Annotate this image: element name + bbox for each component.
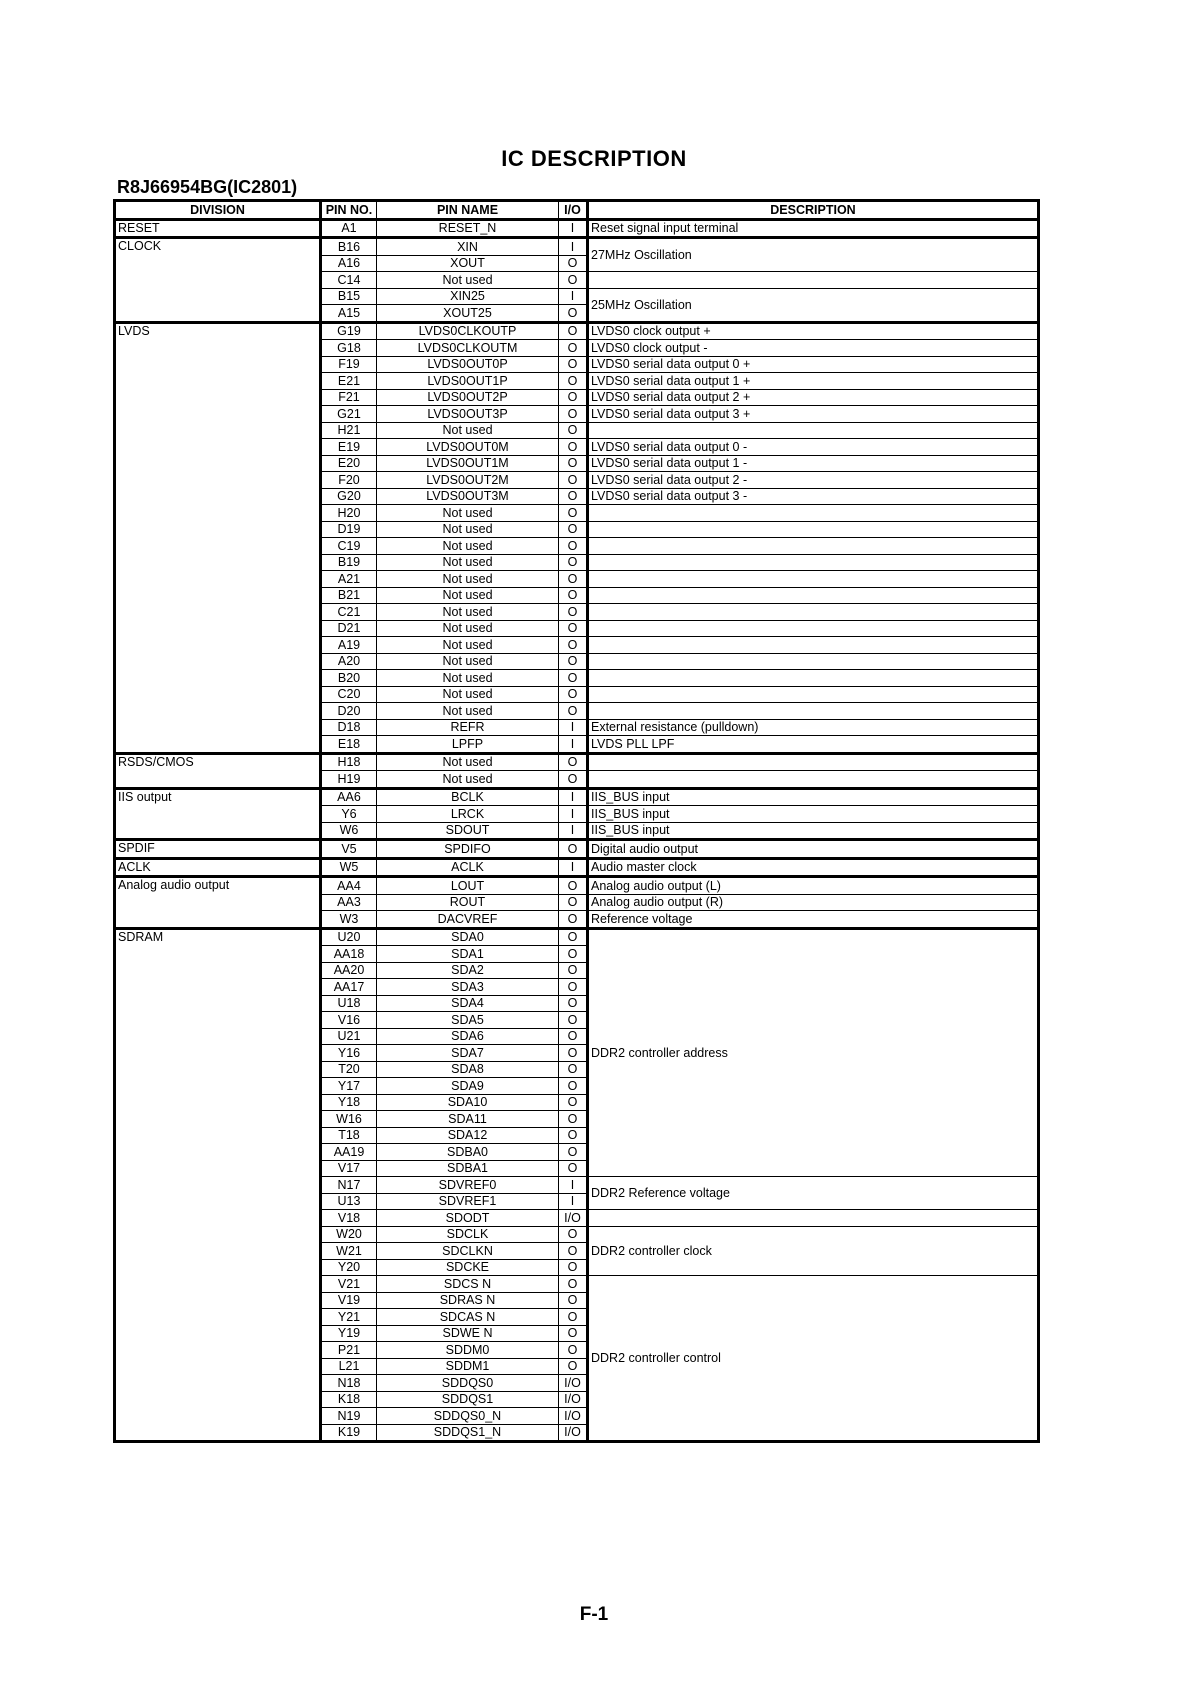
- description-cell: Digital audio output: [588, 840, 1039, 859]
- pin-name-cell: LVDS0OUT1P: [377, 373, 559, 390]
- description-cell: Audio master clock: [588, 858, 1039, 877]
- chip-name: R8J66954BG(IC2801): [117, 177, 298, 197]
- pin-number-cell: U21: [321, 1028, 377, 1045]
- pin-name-cell: SDOUT: [377, 822, 559, 840]
- pin-number-cell: G18: [321, 340, 377, 357]
- description-cell: [588, 703, 1039, 720]
- io-cell: O: [559, 1078, 588, 1095]
- pin-name-cell: SDA6: [377, 1028, 559, 1045]
- description-cell: DDR2 controller clock: [588, 1226, 1039, 1276]
- table-row: [115, 753, 1039, 771]
- pin-number-cell: Y6: [321, 806, 377, 823]
- pin-number-cell: E19: [321, 439, 377, 456]
- table-header-row: [115, 201, 1039, 220]
- pin-number-cell: E18: [321, 736, 377, 754]
- pin-number-cell: H21: [321, 422, 377, 439]
- pin-number-cell: AA6: [321, 788, 377, 806]
- io-cell: O: [559, 373, 588, 390]
- pin-name-cell: Not used: [377, 422, 559, 439]
- pin-name-cell: SDDQS0: [377, 1375, 559, 1392]
- pin-name-cell: SDCAS N: [377, 1309, 559, 1326]
- pin-name-cell: SDBA1: [377, 1160, 559, 1177]
- pin-name-cell: DACVREF: [377, 911, 559, 929]
- description-cell: DDR2 controller control: [588, 1276, 1039, 1442]
- description-cell: Reset signal input terminal: [588, 219, 1039, 238]
- io-cell: O: [559, 1325, 588, 1342]
- description-cell: LVDS0 serial data output 0 +: [588, 356, 1039, 373]
- io-cell: I: [559, 288, 588, 305]
- pin-name-cell: SDCKE: [377, 1259, 559, 1276]
- io-cell: O: [559, 587, 588, 604]
- description-cell: IIS_BUS input: [588, 806, 1039, 823]
- header-pin-name: PIN NAME: [377, 201, 559, 220]
- pin-name-cell: SDDQS1: [377, 1391, 559, 1408]
- description-cell: 25MHz Oscillation: [588, 288, 1039, 322]
- pin-number-cell: G20: [321, 488, 377, 505]
- pin-name-cell: XOUT25: [377, 305, 559, 323]
- io-cell: O: [559, 1144, 588, 1161]
- description-cell: [588, 521, 1039, 538]
- pin-name-cell: SDVREF1: [377, 1193, 559, 1210]
- io-cell: O: [559, 439, 588, 456]
- pin-number-cell: B20: [321, 670, 377, 687]
- io-cell: O: [559, 1111, 588, 1128]
- pin-name-cell: LVDS0OUT0P: [377, 356, 559, 373]
- io-cell: O: [559, 1094, 588, 1111]
- description-cell: [588, 422, 1039, 439]
- io-cell: I: [559, 1177, 588, 1194]
- io-cell: I: [559, 858, 588, 877]
- pin-number-cell: E21: [321, 373, 377, 390]
- io-cell: I: [559, 806, 588, 823]
- pin-name-cell: SDCS N: [377, 1276, 559, 1293]
- pin-number-cell: Y21: [321, 1309, 377, 1326]
- io-cell: O: [559, 928, 588, 946]
- pin-number-cell: U18: [321, 995, 377, 1012]
- io-cell: I/O: [559, 1408, 588, 1425]
- pin-number-cell: Y17: [321, 1078, 377, 1095]
- pin-number-cell: V17: [321, 1160, 377, 1177]
- pin-number-cell: C19: [321, 538, 377, 555]
- pin-number-cell: W6: [321, 822, 377, 840]
- pin-number-cell: V16: [321, 1012, 377, 1029]
- description-cell: LVDS0 serial data output 1 +: [588, 373, 1039, 390]
- pin-name-cell: Not used: [377, 604, 559, 621]
- description-cell: DDR2 controller address: [588, 928, 1039, 1177]
- pin-name-cell: LVDS0OUT2P: [377, 389, 559, 406]
- pin-name-cell: SDA9: [377, 1078, 559, 1095]
- io-cell: O: [559, 637, 588, 654]
- pin-number-cell: F19: [321, 356, 377, 373]
- pin-name-cell: SDA8: [377, 1061, 559, 1078]
- io-cell: O: [559, 753, 588, 771]
- io-cell: O: [559, 406, 588, 423]
- pin-number-cell: V18: [321, 1210, 377, 1227]
- division-cell: IIS output: [115, 788, 321, 840]
- pin-name-cell: SDA1: [377, 946, 559, 963]
- pin-number-cell: G19: [321, 322, 377, 340]
- division-cell: SDRAM: [115, 928, 321, 1442]
- table-row: [115, 877, 1039, 895]
- division-cell: CLOCK: [115, 238, 321, 323]
- pin-number-cell: W5: [321, 858, 377, 877]
- pin-name-cell: Not used: [377, 554, 559, 571]
- description-cell: IIS_BUS input: [588, 788, 1039, 806]
- io-cell: I: [559, 219, 588, 238]
- pin-number-cell: H18: [321, 753, 377, 771]
- pin-number-cell: Y16: [321, 1045, 377, 1062]
- table-row: [115, 858, 1039, 877]
- pin-number-cell: C14: [321, 272, 377, 289]
- pin-number-cell: N19: [321, 1408, 377, 1425]
- io-cell: O: [559, 356, 588, 373]
- pin-name-cell: LOUT: [377, 877, 559, 895]
- pin-name-cell: SPDIFO: [377, 840, 559, 859]
- io-cell: O: [559, 604, 588, 621]
- io-cell: I: [559, 238, 588, 256]
- pin-number-cell: V21: [321, 1276, 377, 1293]
- pin-number-cell: AA4: [321, 877, 377, 895]
- description-cell: [588, 538, 1039, 555]
- pin-number-cell: F20: [321, 472, 377, 489]
- pin-number-cell: T18: [321, 1127, 377, 1144]
- pin-name-cell: SDA2: [377, 962, 559, 979]
- io-cell: O: [559, 653, 588, 670]
- pin-name-cell: SDWE N: [377, 1325, 559, 1342]
- io-cell: O: [559, 877, 588, 895]
- pin-number-cell: E20: [321, 455, 377, 472]
- pin-name-cell: LVDS0OUT0M: [377, 439, 559, 456]
- io-cell: O: [559, 703, 588, 720]
- pin-number-cell: D18: [321, 719, 377, 736]
- description-cell: [588, 554, 1039, 571]
- io-cell: O: [559, 322, 588, 340]
- table-row: [115, 788, 1039, 806]
- description-cell: LVDS0 serial data output 1 -: [588, 455, 1039, 472]
- pin-name-cell: Not used: [377, 571, 559, 588]
- io-cell: O: [559, 771, 588, 789]
- description-cell: [588, 753, 1039, 771]
- division-cell: RSDS/CMOS: [115, 753, 321, 788]
- pin-name-cell: Not used: [377, 538, 559, 555]
- pin-name-cell: Not used: [377, 637, 559, 654]
- pin-number-cell: A20: [321, 653, 377, 670]
- pin-number-cell: D21: [321, 620, 377, 637]
- header-description: DESCRIPTION: [588, 201, 1039, 220]
- pin-name-cell: SDA12: [377, 1127, 559, 1144]
- header-pin-no: PIN NO.: [321, 201, 377, 220]
- io-cell: O: [559, 1127, 588, 1144]
- table-row: [115, 928, 1039, 946]
- pin-name-cell: SDDM0: [377, 1342, 559, 1359]
- io-cell: O: [559, 255, 588, 272]
- division-cell: Analog audio output: [115, 877, 321, 929]
- pin-number-cell: A15: [321, 305, 377, 323]
- io-cell: O: [559, 1028, 588, 1045]
- pin-number-cell: D19: [321, 521, 377, 538]
- pin-name-cell: SDA0: [377, 928, 559, 946]
- pin-number-cell: K19: [321, 1424, 377, 1442]
- description-cell: External resistance (pulldown): [588, 719, 1039, 736]
- description-cell: Analog audio output (L): [588, 877, 1039, 895]
- pin-table: [113, 199, 1040, 1443]
- page-number: F-1: [579, 1604, 609, 1625]
- pin-number-cell: H19: [321, 771, 377, 789]
- pin-name-cell: SDA4: [377, 995, 559, 1012]
- division-cell: RESET: [115, 219, 321, 238]
- io-cell: O: [559, 389, 588, 406]
- pin-number-cell: C20: [321, 686, 377, 703]
- pin-name-cell: REFR: [377, 719, 559, 736]
- pin-name-cell: SDBA0: [377, 1144, 559, 1161]
- io-cell: O: [559, 554, 588, 571]
- io-cell: O: [559, 979, 588, 996]
- pin-number-cell: V19: [321, 1292, 377, 1309]
- pin-number-cell: W16: [321, 1111, 377, 1128]
- pin-number-cell: A21: [321, 571, 377, 588]
- pin-name-cell: Not used: [377, 620, 559, 637]
- pin-number-cell: H20: [321, 505, 377, 522]
- pin-name-cell: Not used: [377, 771, 559, 789]
- description-cell: [588, 505, 1039, 522]
- pin-table-body: [115, 219, 1039, 1442]
- pin-name-cell: SDDM1: [377, 1358, 559, 1375]
- header-division: DIVISION: [115, 201, 321, 220]
- pin-name-cell: LVDS0OUT3P: [377, 406, 559, 423]
- pin-number-cell: Y18: [321, 1094, 377, 1111]
- pin-number-cell: W20: [321, 1226, 377, 1243]
- pin-name-cell: LVDS0OUT2M: [377, 472, 559, 489]
- description-cell: [588, 637, 1039, 654]
- table-row: [115, 219, 1039, 238]
- pin-name-cell: SDA11: [377, 1111, 559, 1128]
- description-cell: IIS_BUS input: [588, 822, 1039, 840]
- io-cell: O: [559, 571, 588, 588]
- pin-number-cell: U13: [321, 1193, 377, 1210]
- division-cell: SPDIF: [115, 840, 321, 859]
- io-cell: I: [559, 719, 588, 736]
- pin-number-cell: T20: [321, 1061, 377, 1078]
- pin-number-cell: G21: [321, 406, 377, 423]
- pin-name-cell: LVDS0OUT3M: [377, 488, 559, 505]
- table-row: [115, 238, 1039, 256]
- pin-name-cell: SDDQS0_N: [377, 1408, 559, 1425]
- io-cell: O: [559, 962, 588, 979]
- pin-number-cell: U20: [321, 928, 377, 946]
- io-cell: I/O: [559, 1424, 588, 1442]
- io-cell: I: [559, 788, 588, 806]
- header-io: I/O: [559, 201, 588, 220]
- pin-number-cell: N18: [321, 1375, 377, 1392]
- description-cell: [588, 670, 1039, 687]
- description-cell: [588, 653, 1039, 670]
- io-cell: O: [559, 1309, 588, 1326]
- description-cell: [588, 587, 1039, 604]
- io-cell: O: [559, 538, 588, 555]
- page-title: IC DESCRIPTION: [501, 146, 687, 171]
- description-cell: [588, 604, 1039, 621]
- pin-name-cell: LVDS0OUT1M: [377, 455, 559, 472]
- description-cell: LVDS0 serial data output 3 -: [588, 488, 1039, 505]
- pin-number-cell: W21: [321, 1243, 377, 1260]
- pin-name-cell: ROUT: [377, 894, 559, 911]
- description-cell: 27MHz Oscillation: [588, 238, 1039, 272]
- io-cell: O: [559, 1259, 588, 1276]
- pin-number-cell: B19: [321, 554, 377, 571]
- pin-name-cell: SDA7: [377, 1045, 559, 1062]
- io-cell: O: [559, 840, 588, 859]
- description-cell: [588, 686, 1039, 703]
- pin-number-cell: AA20: [321, 962, 377, 979]
- io-cell: O: [559, 1226, 588, 1243]
- io-cell: O: [559, 995, 588, 1012]
- pin-number-cell: Y19: [321, 1325, 377, 1342]
- pin-name-cell: Not used: [377, 587, 559, 604]
- pin-name-cell: RESET_N: [377, 219, 559, 238]
- pin-number-cell: C21: [321, 604, 377, 621]
- pin-number-cell: Y20: [321, 1259, 377, 1276]
- description-cell: [588, 272, 1039, 289]
- pin-number-cell: A19: [321, 637, 377, 654]
- pin-number-cell: B21: [321, 587, 377, 604]
- io-cell: I/O: [559, 1210, 588, 1227]
- io-cell: I/O: [559, 1391, 588, 1408]
- io-cell: I: [559, 1193, 588, 1210]
- description-cell: LVDS0 serial data output 0 -: [588, 439, 1039, 456]
- io-cell: O: [559, 521, 588, 538]
- description-cell: LVDS0 clock output -: [588, 340, 1039, 357]
- description-cell: LVDS0 serial data output 2 -: [588, 472, 1039, 489]
- io-cell: O: [559, 455, 588, 472]
- pin-number-cell: N17: [321, 1177, 377, 1194]
- io-cell: I: [559, 736, 588, 754]
- description-cell: LVDS0 serial data output 3 +: [588, 406, 1039, 423]
- pin-name-cell: LVDS0CLKOUTM: [377, 340, 559, 357]
- description-cell: LVDS0 clock output +: [588, 322, 1039, 340]
- pin-name-cell: Not used: [377, 505, 559, 522]
- pin-name-cell: SDA5: [377, 1012, 559, 1029]
- io-cell: O: [559, 305, 588, 323]
- pin-number-cell: AA3: [321, 894, 377, 911]
- description-cell: [588, 571, 1039, 588]
- pin-name-cell: XOUT: [377, 255, 559, 272]
- pin-name-cell: Not used: [377, 686, 559, 703]
- description-cell: LVDS PLL LPF: [588, 736, 1039, 754]
- pin-name-cell: SDCLK: [377, 1226, 559, 1243]
- pin-name-cell: SDDQS1_N: [377, 1424, 559, 1442]
- pin-number-cell: P21: [321, 1342, 377, 1359]
- io-cell: I: [559, 822, 588, 840]
- description-cell: DDR2 Reference voltage: [588, 1177, 1039, 1210]
- io-cell: O: [559, 1045, 588, 1062]
- pin-name-cell: SDRAS N: [377, 1292, 559, 1309]
- pin-name-cell: Not used: [377, 670, 559, 687]
- pin-number-cell: AA18: [321, 946, 377, 963]
- pin-number-cell: W3: [321, 911, 377, 929]
- table-row: [115, 840, 1039, 859]
- description-cell: [588, 771, 1039, 789]
- pin-name-cell: Not used: [377, 521, 559, 538]
- description-cell: [588, 1210, 1039, 1227]
- io-cell: O: [559, 422, 588, 439]
- io-cell: O: [559, 272, 588, 289]
- division-cell: ACLK: [115, 858, 321, 877]
- pin-name-cell: XIN: [377, 238, 559, 256]
- pin-name-cell: SDVREF0: [377, 1177, 559, 1194]
- pin-name-cell: LRCK: [377, 806, 559, 823]
- pin-number-cell: V5: [321, 840, 377, 859]
- io-cell: O: [559, 1160, 588, 1177]
- io-cell: O: [559, 1292, 588, 1309]
- pin-name-cell: SDA10: [377, 1094, 559, 1111]
- io-cell: O: [559, 1061, 588, 1078]
- pin-name-cell: SDODT: [377, 1210, 559, 1227]
- pin-number-cell: L21: [321, 1358, 377, 1375]
- io-cell: O: [559, 1276, 588, 1293]
- pin-number-cell: K18: [321, 1391, 377, 1408]
- pin-name-cell: SDCLKN: [377, 1243, 559, 1260]
- pin-name-cell: LPFP: [377, 736, 559, 754]
- io-cell: O: [559, 488, 588, 505]
- io-cell: O: [559, 670, 588, 687]
- io-cell: O: [559, 340, 588, 357]
- pin-name-cell: BCLK: [377, 788, 559, 806]
- pin-number-cell: B16: [321, 238, 377, 256]
- io-cell: O: [559, 472, 588, 489]
- io-cell: O: [559, 911, 588, 929]
- pin-name-cell: Not used: [377, 653, 559, 670]
- description-cell: Analog audio output (R): [588, 894, 1039, 911]
- io-cell: O: [559, 946, 588, 963]
- pin-number-cell: F21: [321, 389, 377, 406]
- io-cell: O: [559, 620, 588, 637]
- pin-number-cell: B15: [321, 288, 377, 305]
- pin-name-cell: LVDS0CLKOUTP: [377, 322, 559, 340]
- description-cell: LVDS0 serial data output 2 +: [588, 389, 1039, 406]
- pin-number-cell: AA19: [321, 1144, 377, 1161]
- pin-number-cell: AA17: [321, 979, 377, 996]
- description-cell: Reference voltage: [588, 911, 1039, 929]
- pin-name-cell: Not used: [377, 272, 559, 289]
- io-cell: O: [559, 1012, 588, 1029]
- description-cell: [588, 620, 1039, 637]
- io-cell: O: [559, 894, 588, 911]
- pin-name-cell: Not used: [377, 703, 559, 720]
- pin-name-cell: Not used: [377, 753, 559, 771]
- pin-name-cell: ACLK: [377, 858, 559, 877]
- pin-name-cell: XIN25: [377, 288, 559, 305]
- pin-name-cell: SDA3: [377, 979, 559, 996]
- table-row: [115, 322, 1039, 340]
- io-cell: O: [559, 505, 588, 522]
- pin-number-cell: D20: [321, 703, 377, 720]
- io-cell: O: [559, 1358, 588, 1375]
- io-cell: O: [559, 1342, 588, 1359]
- io-cell: O: [559, 686, 588, 703]
- io-cell: O: [559, 1243, 588, 1260]
- pin-number-cell: A1: [321, 219, 377, 238]
- io-cell: I/O: [559, 1375, 588, 1392]
- division-cell: LVDS: [115, 322, 321, 753]
- pin-number-cell: A16: [321, 255, 377, 272]
